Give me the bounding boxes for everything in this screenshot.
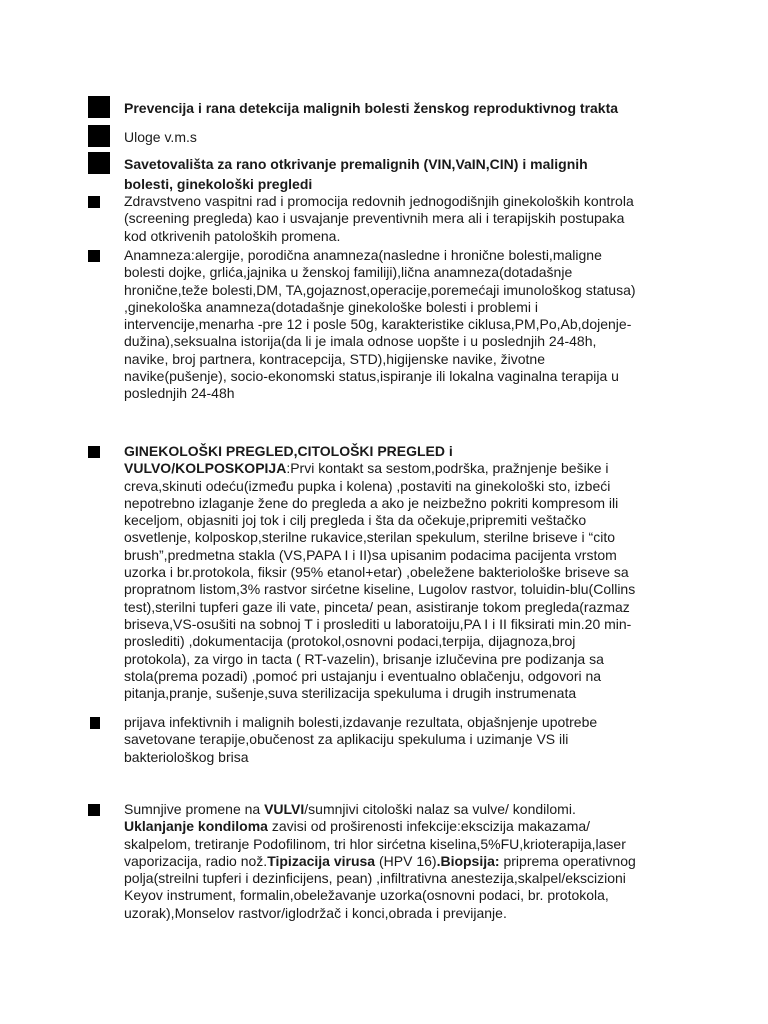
text-run: GINEKOLOŠKI PREGLED,CITOLOŠKI PREGLED i <box>124 443 453 459</box>
text-line <box>124 529 704 546</box>
text-run: :Prvi kontakt sa sestom,podrška, pražnjenje bešike i <box>286 460 609 477</box>
text-line <box>124 801 704 818</box>
text-run: Savetovališta za rano otkrivanje premalignih (VIN,VaIN,CIN) i malignih <box>124 156 588 172</box>
text-run: Anamneza:alergije, porodična anamneza(nasledne i hronične bolesti,maligne <box>124 247 602 263</box>
text-run: osvetlenje, kolposkop,sterilne rukavice,sterilan spekulum, sterilne briseve i “cito <box>124 529 615 546</box>
text-line <box>124 316 704 333</box>
text-run: prijava infektivnih i malignih bolesti,izdavanje rezultata, objašnjenje upotrebe <box>124 714 598 730</box>
text-run: navike(pušenje), socio-ekonomski status,ispiranje ili lokalna vaginalna terapija u <box>124 368 619 385</box>
text-line <box>124 887 704 904</box>
text-run: navike, broj partnera, kontracepcija, STD),higijenske navike, životne <box>124 350 545 367</box>
text-run: Uklanjanje kondiloma <box>124 818 268 835</box>
text-line <box>124 282 704 299</box>
text-line <box>124 668 704 685</box>
text-line <box>124 616 704 633</box>
square-bullet-icon <box>88 250 100 262</box>
item-text <box>124 247 704 403</box>
text-run: savetovane terapije,obučenost za aplikaciju spekuluma i uzimanje VS ili <box>124 731 569 748</box>
text-run: bolesti, ginekološki pregledi <box>124 176 313 192</box>
text-line <box>124 385 704 402</box>
text-line <box>124 460 704 477</box>
text-run: propratnom listom,3% rastvor sirćetne kiseline, Lugolov rastvor, toluidin-blu(Collins <box>124 581 636 598</box>
square-bullet-icon <box>88 446 100 458</box>
text-line <box>124 174 704 194</box>
text-run: (HPV 16) <box>375 852 437 869</box>
text-line <box>124 299 704 316</box>
item-text <box>124 714 704 766</box>
text-line <box>124 685 704 702</box>
item-text <box>124 443 704 702</box>
text-run: brush”,predmetna stakla (VS,PAPA I i II)sa upisanim podacima pacijenta vrstom <box>124 546 617 563</box>
text-run: briseva,VS-osušiti na sobnoj T i proslediti u laboratoiju,PA I i II fiksirati min.20 min- <box>124 615 632 632</box>
text-line <box>124 818 704 835</box>
square-bullet-icon <box>88 152 110 174</box>
text-line <box>124 100 704 117</box>
text-line <box>124 495 704 512</box>
text-run: proslediti) ,dokumentacija (protokol,osnovni podaci,terpija, dijagnoza,broj <box>124 633 576 650</box>
text-line <box>124 351 704 368</box>
square-bullet-icon <box>88 96 110 118</box>
square-bullet-icon <box>88 804 100 816</box>
item-text <box>124 801 704 922</box>
text-run: zavisi od proširenosti infekcije:ekscizija makazama/ <box>267 818 591 835</box>
text-run: VULVO/KOLPOSKOPIJA <box>124 460 287 477</box>
text-run: VULVI <box>264 801 305 817</box>
text-line <box>124 581 704 598</box>
text-run: Sumnjive promene na <box>124 801 265 817</box>
text-run: kod otkrivenih patoloških promena. <box>124 227 341 244</box>
text-line <box>124 210 704 227</box>
text-run: protokola), za virgo in tacta ( RT-vazelin), brisanje izlučevina pre podizanja sa <box>124 650 604 667</box>
text-run: polja(streilni tupferi i dezinficijens, pean) ,infiltrativna anestezija,skalpel/ekscizioni <box>124 870 626 887</box>
text-line <box>124 564 704 581</box>
text-run: stola(prema pozadi) ,pomoć pri ustajanju i eventualno oblačenju, odgovori na <box>124 667 602 684</box>
text-line <box>124 512 704 529</box>
text-run: bolesti dojke, grlića,jajnika u ženskoj familiji),lična anamneza(dotadašnje <box>124 264 573 281</box>
text-run: bakteriološkog brisa <box>124 748 249 765</box>
text-run: nepotrebno izlaganje žene do pregleda a ako je neizbežno pokriti kompresom ili <box>124 494 619 511</box>
text-line <box>124 193 704 210</box>
text-line <box>124 333 704 350</box>
text-run: uzorak),Monselov rastvor/iglodržač i konci,obrada i previjanje. <box>124 904 507 921</box>
item-text <box>124 193 704 245</box>
square-bullet-icon <box>88 196 100 208</box>
text-run: ,ginekološka anamneza(dotadašnje ginekološke bolesti i problemi i <box>124 298 539 315</box>
item-text <box>124 154 704 194</box>
text-run: .Biopsija: <box>436 852 500 869</box>
text-run: creva,skinuti odeću(između pupka i kolena) ,postaviti na ginekološki sto, izbeći <box>124 477 611 494</box>
text-run: Uloge v.m.s <box>124 129 197 145</box>
text-run: keceljom, objasniti joj tok i cilj pregleda i šta da očekuje,pripremiti veštačko <box>124 512 587 529</box>
text-line <box>124 749 704 766</box>
text-line <box>124 633 704 650</box>
text-line <box>124 228 704 245</box>
item-text <box>124 100 704 117</box>
text-line <box>124 547 704 564</box>
text-line <box>124 247 704 264</box>
text-line <box>124 478 704 495</box>
text-run: Zdravstveno vaspitni rad i promocija redovnih jednogodišnjih ginekoloških kontrola <box>124 193 634 209</box>
text-run: /sumnjivi citološki nalaz sa vulve/ kondilomi. <box>304 801 576 817</box>
text-line <box>124 853 704 870</box>
text-line <box>124 264 704 281</box>
text-line <box>124 870 704 887</box>
text-run: Tipizacija virusa <box>267 852 376 869</box>
text-run: uzorka i br.protokola, fiksir (95% etanol+etar) ,obeležene bakteriološke briseve sa <box>124 564 629 581</box>
text-run: priprema operativnog <box>499 852 636 869</box>
text-line <box>124 731 704 748</box>
text-run: pitanja,pranje, sušenje,suva sterilizacija spekuluma i drugih instrumenata <box>124 685 577 702</box>
text-run: dužina),seksualna istorija(da li je imala odnose uopšte i u poslednjih 24-48h, <box>124 333 597 350</box>
text-line <box>124 599 704 616</box>
text-run: Keyov instrument, formalin,obeležavanje uzorka(osnovni podaci, br. protokola, <box>124 887 609 904</box>
text-line <box>124 651 704 668</box>
square-bullet-icon <box>90 717 100 729</box>
text-line <box>124 443 704 460</box>
text-run: intervencije,menarha -pre 12 i posle 50g, karakteristike ciklusa,PM,Po,Ab,dojenje- <box>124 316 632 333</box>
text-run: test),sterilni tupferi gaze ili vate, pinceta/ pean, asistiranje tokom pregleda(razmaz <box>124 598 630 615</box>
text-line <box>124 836 704 853</box>
text-run: poslednjih 24-48h <box>124 385 235 402</box>
text-run: skalpelom, tretiranje Podofilinom, tri hlor sirćetna kiselina,5%FU,krioterapija,laser <box>124 835 626 852</box>
text-run: (screening pregleda) kao i usvajanje preventivnih mera ali i terapijskih postupaka <box>124 210 625 227</box>
square-bullet-icon <box>88 125 110 147</box>
text-run: Prevencija i rana detekcija malignih bolesti ženskog reproduktivnog trakta <box>124 100 619 116</box>
text-line <box>124 905 704 922</box>
text-line <box>124 714 704 731</box>
text-run: hronične,teže bolesti,DM, TA,gojaznost,operacije,poremećaji imunološkog statusa) <box>124 281 636 298</box>
text-line <box>124 368 704 385</box>
text-line <box>124 129 704 146</box>
text-line <box>124 154 704 174</box>
item-text <box>124 129 704 146</box>
text-run: vaporizacija, radio nož. <box>124 852 268 869</box>
